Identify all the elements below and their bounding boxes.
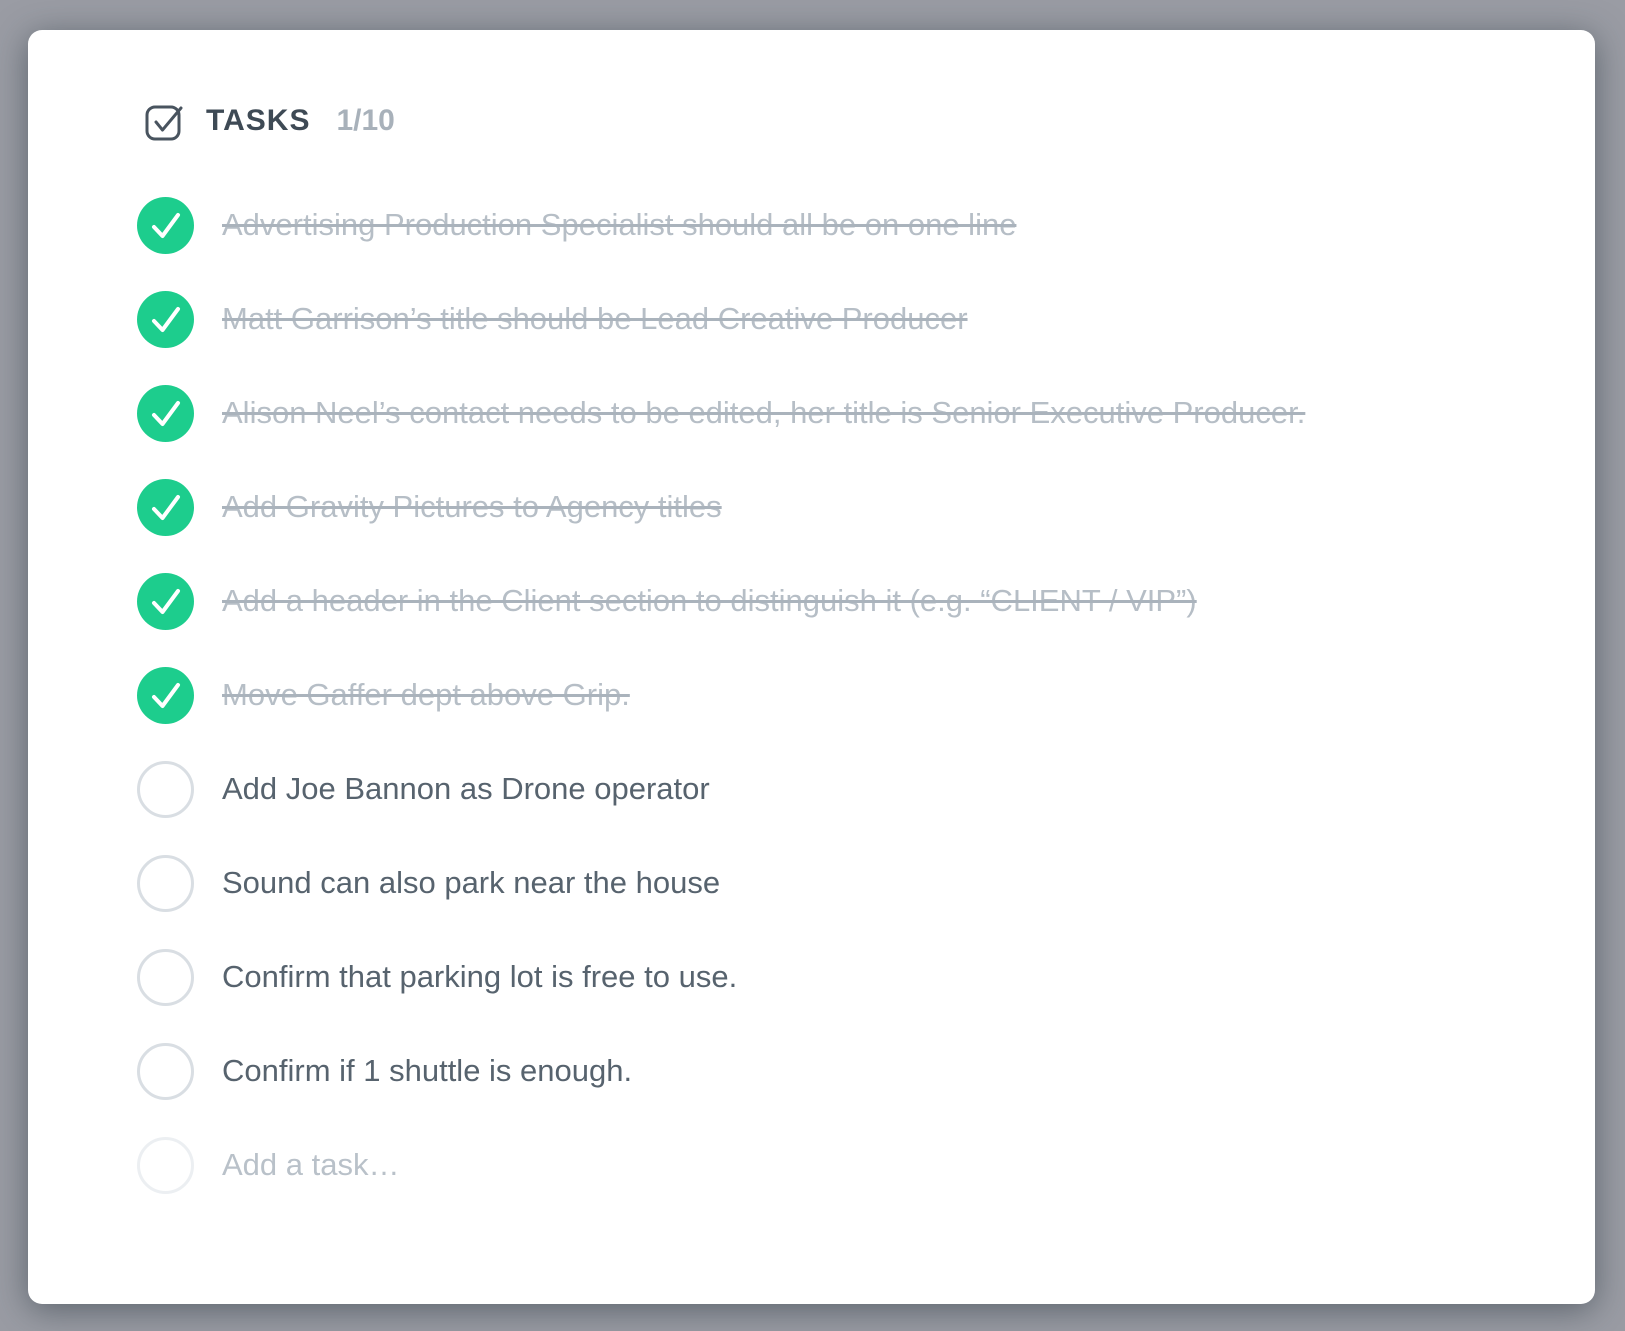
task-label[interactable]: Add Joe Bannon as Drone operator (222, 771, 710, 807)
tasks-title: TASKS (206, 104, 311, 137)
add-task-checkbox[interactable] (137, 1137, 194, 1194)
task-checkbox-checked-icon[interactable] (137, 291, 194, 348)
task-label[interactable]: Confirm if 1 shuttle is enough. (222, 1053, 633, 1089)
task-checkbox[interactable] (137, 855, 194, 912)
task-checkbox-checked-icon[interactable] (137, 573, 194, 630)
task-label[interactable]: Sound can also park near the house (222, 865, 721, 901)
task-checkbox-checked-icon[interactable] (137, 667, 194, 724)
task-checkbox-checked-icon[interactable] (137, 479, 194, 536)
task-row[interactable] (137, 930, 1555, 1024)
tasks-checkbox-icon[interactable] (143, 100, 185, 142)
task-label[interactable]: Add Gravity Pictures to Agency titles (222, 489, 722, 525)
task-row[interactable] (137, 272, 1555, 366)
task-label[interactable]: Alison Neel’s contact needs to be edited, her title is Senior Executive Producer. (222, 395, 1306, 431)
task-checkbox[interactable] (137, 1043, 194, 1100)
task-row[interactable] (137, 742, 1555, 836)
tasks-header (143, 94, 1555, 148)
task-list (137, 178, 1555, 1212)
tasks-count-badge: 1/10 (336, 104, 395, 137)
tasks-panel (28, 30, 1595, 1304)
task-label[interactable]: Confirm that parking lot is free to use. (222, 959, 738, 995)
task-row[interactable] (137, 178, 1555, 272)
task-checkbox[interactable] (137, 949, 194, 1006)
task-label[interactable]: Move Gaffer dept above Grip. (222, 677, 630, 713)
task-row[interactable] (137, 460, 1555, 554)
add-task-row[interactable] (137, 1118, 1555, 1212)
task-row[interactable] (137, 836, 1555, 930)
task-label[interactable]: Add a header in the Client section to distinguish it (e.g. “CLIENT / VIP”) (222, 583, 1197, 619)
task-row[interactable] (137, 648, 1555, 742)
add-task-input[interactable]: Add a task… (222, 1147, 400, 1183)
task-checkbox-checked-icon[interactable] (137, 385, 194, 442)
task-checkbox[interactable] (137, 761, 194, 818)
task-label[interactable]: Matt Garrison’s title should be Lead Creative Producer (222, 301, 968, 337)
task-row[interactable] (137, 554, 1555, 648)
task-checkbox-checked-icon[interactable] (137, 197, 194, 254)
task-row[interactable] (137, 1024, 1555, 1118)
task-row[interactable] (137, 366, 1555, 460)
task-label[interactable]: Advertising Production Specialist should all be on one line (222, 207, 1017, 243)
